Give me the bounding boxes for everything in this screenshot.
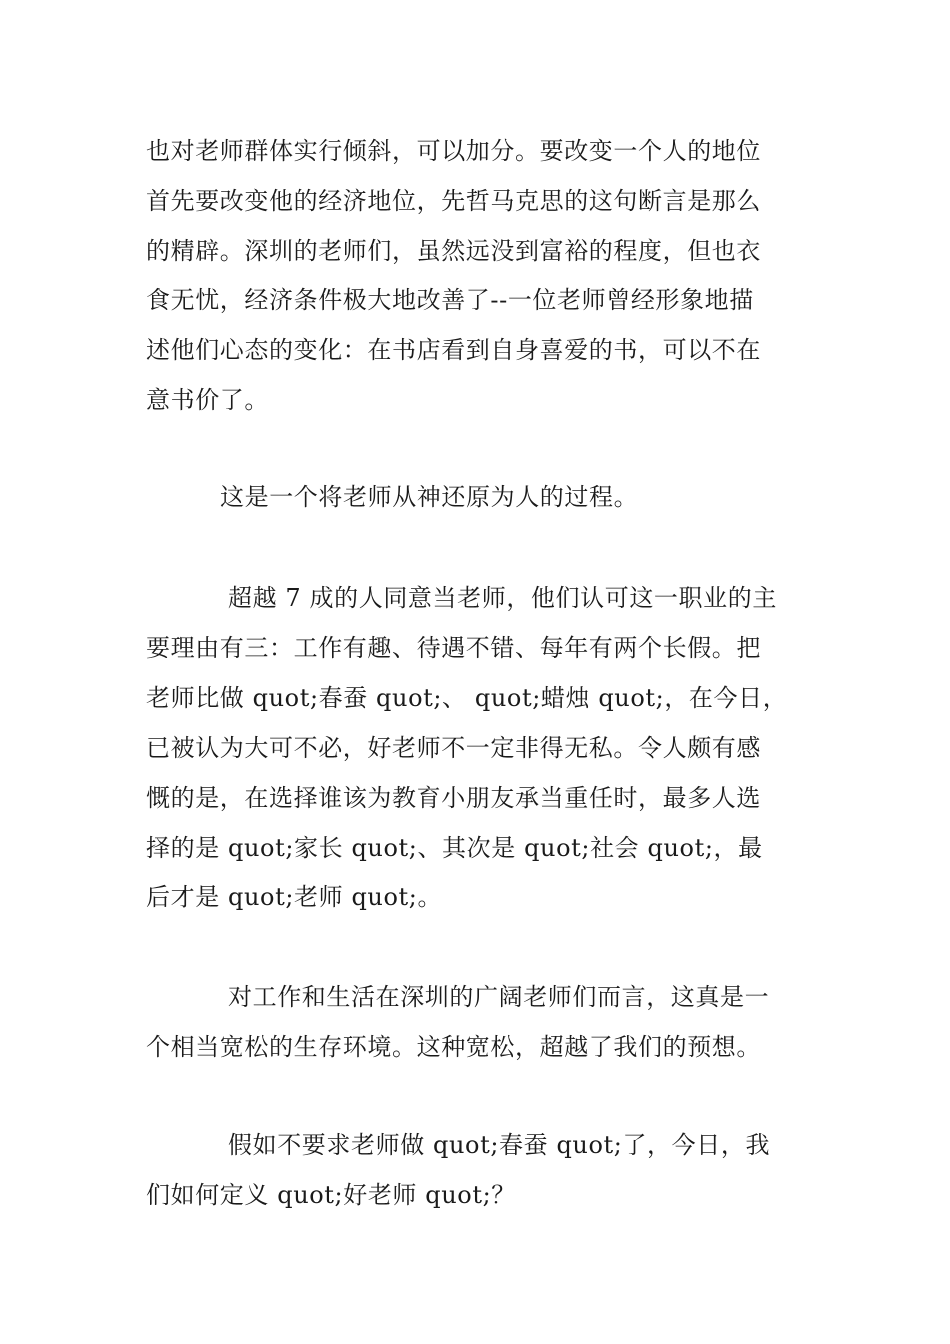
paragraph-1-line-6: 意书价了。	[146, 386, 269, 414]
paragraph-1-line-4: 食无忧，经济条件极大地改善了--一位老师曾经形象地描	[146, 286, 754, 314]
paragraph-3-line-7: 后才是 quot;老师 quot;。	[146, 883, 443, 911]
paragraph-1-line-5: 述他们心态的变化：在书店看到自身喜爱的书，可以不在	[146, 336, 761, 364]
paragraph-3-line-2: 要理由有三：工作有趣、待遇不错、每年有两个长假。把	[146, 634, 761, 662]
paragraph-5-line-1: 假如不要求老师做 quot;春蚕 quot;了，今日，我	[228, 1131, 771, 1159]
paragraph-3-line-6: 择的是 quot;家长 quot;、其次是 quot;社会 quot;，最	[146, 834, 763, 862]
paragraph-3-line-4: 已被认为大可不必，好老师不一定非得无私。令人颇有感	[146, 734, 761, 762]
paragraph-3-line-1: 超越 7 成的人同意当老师，他们认可这一职业的主	[228, 584, 777, 612]
paragraph-3-line-5: 慨的是，在选择谁该为教育小朋友承当重任时，最多人选	[146, 784, 761, 812]
paragraph-4-line-1: 对工作和生活在深圳的广阔老师们而言，这真是一	[228, 983, 770, 1011]
paragraph-3-line-3: 老师比做 quot;春蚕 quot;、 quot;蜡烛 quot;，在今日，	[146, 684, 788, 712]
paragraph-5-line-2: 们如何定义 quot;好老师 quot;？	[146, 1181, 516, 1209]
paragraph-1-line-3: 的精辟。深圳的老师们，虽然远没到富裕的程度，但也衣	[146, 237, 761, 265]
paragraph-1-line-2: 首先要改变他的经济地位，先哲马克思的这句断言是那么	[146, 187, 761, 215]
paragraph-2-line-1: 这是一个将老师从神还原为人的过程。	[220, 483, 639, 511]
paragraph-1-line-1: 也对老师群体实行倾斜，可以加分。要改变一个人的地位	[146, 137, 761, 165]
paragraph-4-line-2: 个相当宽松的生存环境。这种宽松，超越了我们的预想。	[146, 1033, 761, 1061]
